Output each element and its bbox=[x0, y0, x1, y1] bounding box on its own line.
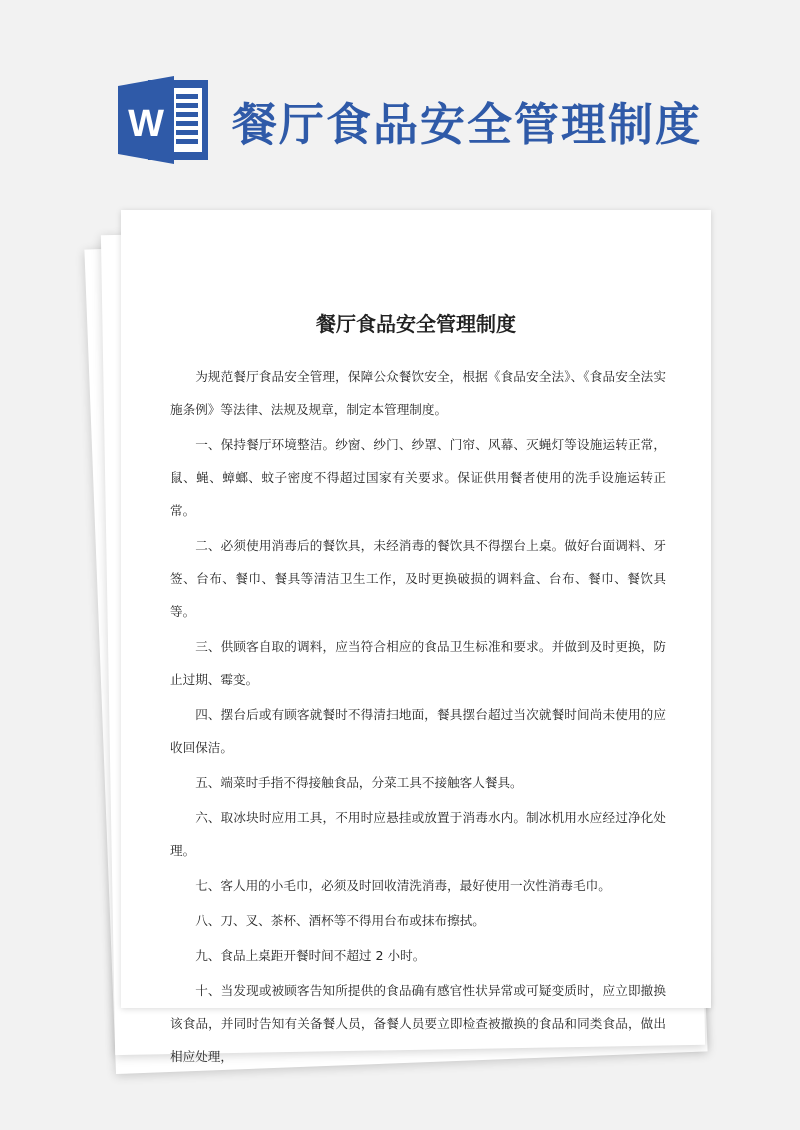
word-icon-letter: W bbox=[128, 103, 164, 145]
header-title: 餐厅食品安全管理制度 bbox=[232, 98, 703, 151]
paragraph-8: 八、刀、叉、茶杯、酒杯等不得用台布或抹布擦拭。 bbox=[195, 913, 485, 928]
document-title: 餐厅食品安全管理制度 bbox=[316, 312, 516, 336]
header bbox=[0, 0, 800, 200]
paragraph-10: 十、当发现或被顾客告知所提供的食品确有感官性状异常或可疑变质时，应立即撤换该食品，并同时告知有关备餐人员，备餐人员要立即检查被撤换的食品和同类食品，做出相应处理， bbox=[170, 983, 666, 1064]
paragraph-4: 四、摆台后或有顾客就餐时不得清扫地面，餐具摆台超过当次就餐时间尚未使用的应收回保洁。 bbox=[170, 707, 666, 755]
document-body bbox=[170, 360, 666, 1075]
paragraph-9: 九、食品上桌距开餐时间不超过 2 小时。 bbox=[195, 948, 426, 963]
paragraph-1: 一、保持餐厅环境整洁。纱窗、纱门、纱罩、门帘、风幕、灭蝇灯等设施运转正常，鼠、蝇、蟑螂、蚊子密度不得超过国家有关要求。保证供用餐者使用的洗手设施运转正常。 bbox=[170, 437, 666, 518]
paragraph-3: 三、供顾客自取的调料，应当符合相应的食品卫生标准和要求。并做到及时更换，防止过期、霉变。 bbox=[170, 639, 666, 687]
paragraph-5: 五、端菜时手指不得接触食品，分菜工具不接触客人餐具。 bbox=[195, 775, 523, 790]
paragraph-6: 六、取冰块时应用工具，不用时应悬挂或放置于消毒水内。制冰机用水应经过净化处理。 bbox=[170, 810, 666, 858]
paragraph-7: 七、客人用的小毛巾，必须及时回收清洗消毒，最好使用一次性消毒毛巾。 bbox=[195, 878, 611, 893]
paragraph-2: 二、必须使用消毒后的餐饮具，未经消毒的餐饮具不得摆台上桌。做好台面调料、牙签、台布、餐巾、餐具等清洁卫生工作，及时更换破损的调料盒、台布、餐巾、餐饮具等。 bbox=[170, 538, 666, 619]
paragraph-intro: 为规范餐厅食品安全管理，保障公众餐饮安全，根据《食品安全法》、《食品安全法实施条例》等法律、法规及规章，制定本管理制度。 bbox=[170, 369, 666, 417]
word-doc-icon bbox=[118, 74, 210, 166]
document-page bbox=[121, 210, 711, 1064]
